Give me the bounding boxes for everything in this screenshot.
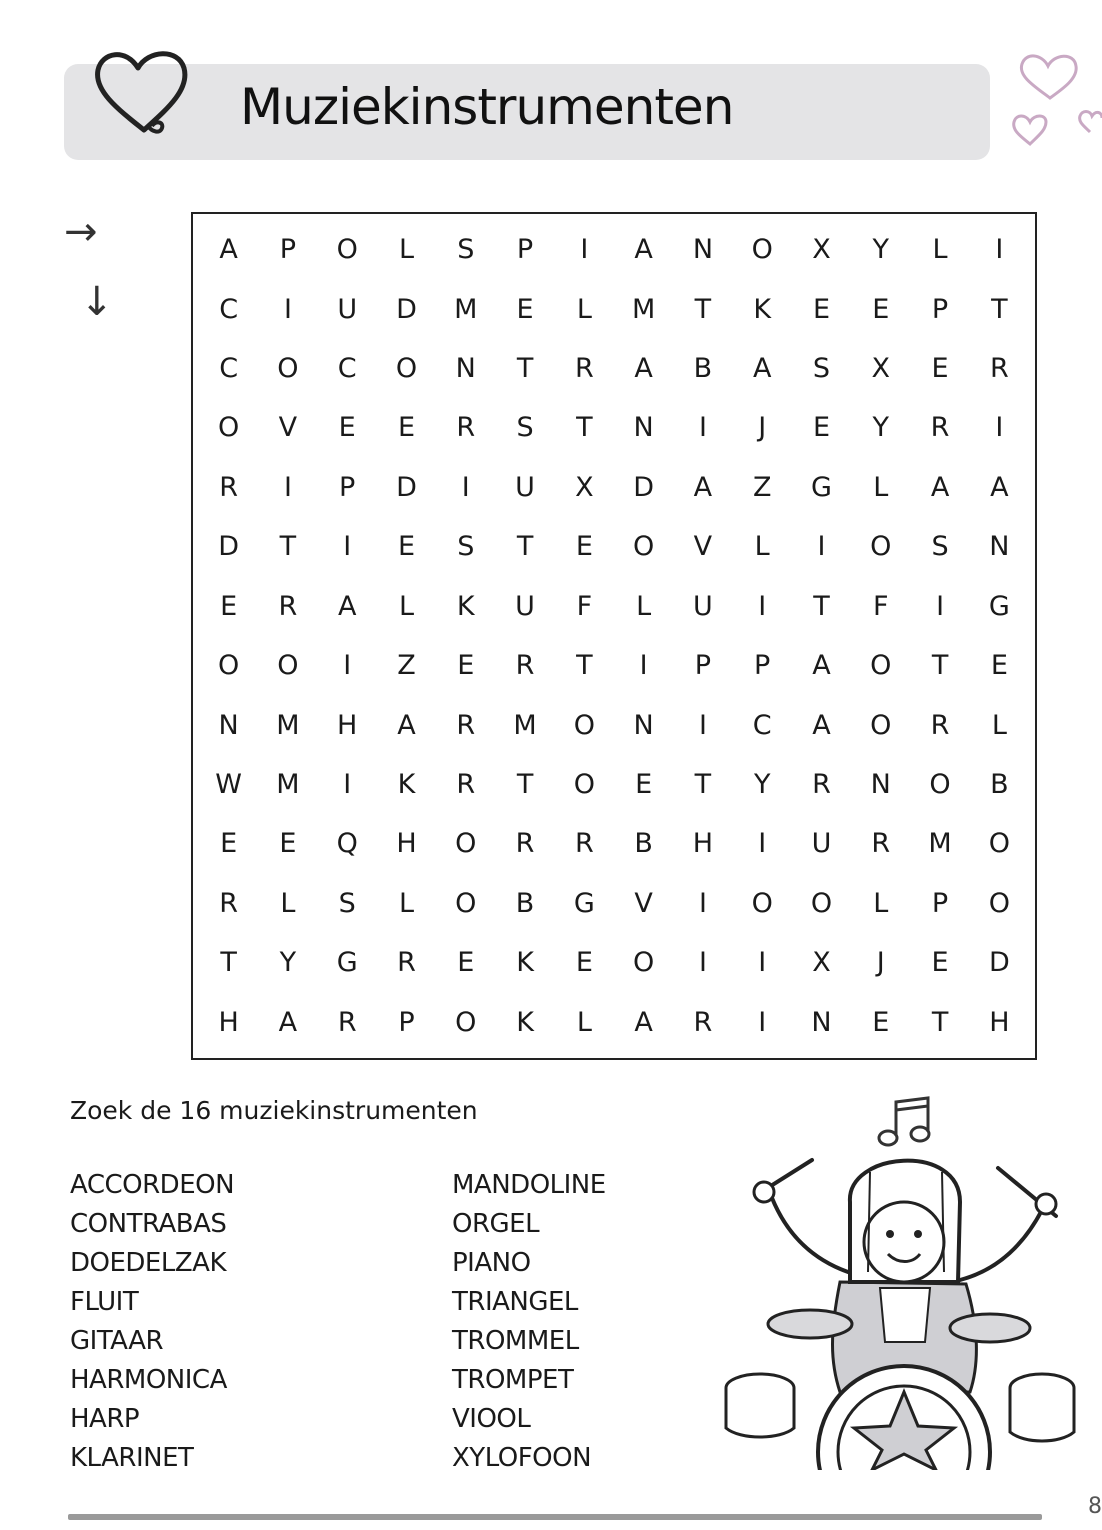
word-item: KLARINET [70, 1443, 194, 1473]
grid-letter: G [336, 947, 358, 979]
grid-letter: M [928, 828, 952, 860]
grid-letter: X [871, 353, 891, 385]
heart-outline-icon [86, 42, 198, 146]
grid-letter: I [698, 709, 707, 741]
grid-letter: A [752, 353, 772, 385]
grid-letter: O [336, 234, 358, 266]
grid-letter: S [516, 412, 534, 444]
grid-letter: E [931, 353, 949, 385]
grid-letter: V [278, 412, 298, 444]
grid-letter: I [758, 590, 767, 622]
word-item: CONTRABAS [70, 1209, 227, 1239]
grid-letter: E [575, 531, 593, 563]
grid-letter: B [693, 353, 713, 385]
word-item: MANDOLINE [452, 1170, 606, 1200]
grid-letter: A [634, 234, 653, 266]
grid-letter: E [990, 650, 1008, 682]
grid-letter: G [988, 590, 1010, 622]
grid-letter: L [636, 590, 652, 622]
grid-letter: O [455, 828, 477, 860]
grid-letter: X [575, 471, 594, 503]
grid-letter: N [218, 709, 239, 741]
grid-letter: O [751, 234, 773, 266]
grid-letter: Z [752, 471, 772, 503]
grid-letter: D [396, 293, 417, 325]
grid-letter: T [576, 412, 593, 444]
grid-letter: Y [279, 947, 297, 979]
grid-letter: I [758, 1006, 767, 1038]
word-item: GITAAR [70, 1326, 164, 1356]
grid-letter: O [751, 887, 773, 919]
grid-letter: T [576, 650, 593, 682]
grid-letter: O [573, 709, 595, 741]
grid-letter: U [515, 471, 535, 503]
grid-letter: A [930, 471, 950, 503]
word-item: ORGEL [452, 1209, 540, 1239]
grid-letter: N [455, 353, 476, 385]
grid-letter: L [873, 471, 889, 503]
word-list-left [70, 1166, 234, 1478]
grid-letter: N [811, 1006, 832, 1038]
grid-letter: L [398, 234, 415, 266]
grid-letter: G [573, 887, 595, 919]
grid-letter: A [812, 709, 831, 741]
grid-letter: E [812, 293, 831, 325]
grid-letter: R [337, 1006, 357, 1038]
grid-letter: L [991, 709, 1007, 741]
grid-letter: Y [753, 769, 771, 801]
grid-letter: Y [872, 234, 890, 266]
grid-letter: M [276, 709, 300, 741]
grid-letter: S [931, 531, 949, 563]
grid-letter: A [278, 1006, 298, 1038]
word-item: TROMPET [452, 1365, 574, 1395]
arrow-down-icon: ↓ [80, 279, 114, 325]
grid-letter: T [694, 769, 712, 801]
word-item: FLUIT [70, 1287, 139, 1317]
grid-letter: A [397, 709, 416, 741]
grid-letter: H [692, 828, 714, 860]
grid-letter: P [694, 650, 712, 682]
grid-letter: V [693, 531, 713, 563]
grid-letter: P [931, 887, 949, 919]
grid-letter: E [931, 947, 949, 979]
grid-letter: A [219, 234, 238, 266]
grid-letter: L [576, 1006, 592, 1038]
grid-letter: R [930, 709, 950, 741]
grid-letter: O [455, 887, 477, 919]
grid-letter: C [337, 353, 357, 385]
grid-letter: E [872, 1006, 890, 1038]
grid-letter: A [634, 1006, 653, 1038]
grid-letter: P [931, 293, 949, 325]
grid-letter: V [634, 887, 653, 919]
music-note-icon [879, 1098, 929, 1145]
grid-letter: R [574, 353, 594, 385]
grid-letter: D [218, 531, 240, 563]
grid-letter: I [283, 293, 292, 325]
grid-letter: I [698, 947, 707, 979]
grid-letter: G [811, 471, 832, 503]
grid-letter: R [219, 471, 239, 503]
grid-letter: B [990, 769, 1009, 801]
word-item: TRIANGEL [452, 1287, 578, 1317]
word-item: VIOOL [452, 1404, 531, 1434]
grid-letter: K [397, 769, 416, 801]
instruction-text: Zoek de 16 muziekinstrumenten [70, 1096, 478, 1125]
grid-letter: O [218, 650, 240, 682]
grid-letter: I [936, 590, 945, 622]
grid-letter: I [698, 887, 707, 919]
grid-letter: B [634, 828, 653, 860]
grid-letter: I [461, 471, 470, 503]
grid-letter: N [870, 769, 891, 801]
grid-letter: O [218, 412, 240, 444]
grid-letter: F [873, 590, 889, 622]
grid-letter: P [754, 650, 771, 682]
grid-letter: C [219, 353, 239, 385]
grid-letter: W [215, 769, 242, 801]
grid-letter: O [277, 650, 299, 682]
grid-letter: S [457, 234, 475, 266]
grid-letter: M [631, 293, 656, 325]
drummer-illustration [720, 1092, 1080, 1470]
grid-letter: K [456, 590, 475, 622]
page-number: 8 [1088, 1494, 1102, 1519]
grid-letter: O [870, 650, 892, 682]
grid-letter: S [338, 887, 356, 919]
grid-letter: O [810, 887, 833, 919]
grid-letter: P [279, 234, 297, 266]
grid-letter: R [456, 412, 476, 444]
grid-letter: E [575, 947, 593, 979]
grid-letter: L [754, 531, 770, 563]
grid-letter: B [515, 887, 535, 919]
word-item: DOEDELZAK [70, 1248, 226, 1278]
grid-letter: R [456, 769, 476, 801]
grid-letter: T [694, 293, 712, 325]
grid-letter: H [989, 1006, 1010, 1038]
grid-letter: J [876, 947, 885, 979]
grid-letter: A [812, 650, 831, 682]
grid-letter: R [989, 353, 1009, 385]
grid-letter: S [457, 531, 475, 563]
grid-letter: K [753, 293, 772, 325]
grid-letter: M [276, 769, 300, 801]
grid-letter: T [516, 353, 534, 385]
word-item: TROMMEL [452, 1326, 579, 1356]
grid-letter: E [338, 412, 356, 444]
grid-letter: A [990, 471, 1009, 503]
word-search-grid [191, 212, 1037, 1060]
grid-letter: D [988, 947, 1010, 979]
grid-letter: A [693, 471, 713, 503]
grid-letter: E [279, 828, 297, 860]
grid-letter: O [633, 531, 655, 563]
grid-letter: H [218, 1006, 239, 1038]
grid-letter: U [337, 293, 358, 325]
grid-letter: R [574, 828, 594, 860]
grid-letter: U [693, 590, 713, 622]
grid-letter: N [633, 412, 654, 444]
word-item: HARP [70, 1404, 140, 1434]
grid-letter: E [812, 412, 831, 444]
grid-letter: R [812, 769, 831, 801]
grid-letter: O [573, 769, 595, 801]
grid-letter: S [812, 353, 831, 385]
grid-letter: D [396, 471, 417, 503]
grid-letter: O [870, 531, 892, 563]
grid-letter: R [456, 709, 476, 741]
grid-letter: L [932, 234, 948, 266]
grid-letter: N [633, 709, 654, 741]
grid-letter: M [454, 293, 478, 325]
grid-letter: E [220, 590, 238, 622]
grid-letter: E [397, 531, 416, 563]
word-item: HARMONICA [70, 1365, 227, 1395]
grid-letter: R [930, 412, 950, 444]
grid-letter: R [515, 828, 535, 860]
grid-letter: Y [872, 412, 890, 444]
grid-letter: R [515, 650, 535, 682]
grid-letter: N [692, 234, 714, 266]
grid-letter: R [871, 828, 891, 860]
grid-letter: L [398, 887, 415, 919]
grid-letter: E [457, 947, 475, 979]
footer-rule [68, 1514, 1042, 1520]
grid-letter: C [219, 293, 239, 325]
word-item: ACCORDEON [70, 1170, 235, 1200]
grid-letter: F [576, 590, 593, 622]
grid-letter: O [988, 828, 1010, 860]
grid-letter: E [397, 412, 416, 444]
grid-letter: T [931, 1006, 949, 1038]
grid-letter: T [516, 531, 534, 563]
grid-letter: O [988, 887, 1010, 919]
grid-letter: J [758, 412, 767, 444]
word-list-right [452, 1166, 606, 1478]
word-item: XYLOFOON [452, 1443, 592, 1473]
grid-letter: I [817, 531, 826, 563]
grid-letter: X [812, 234, 831, 266]
grid-letter: H [337, 709, 358, 741]
grid-letter: O [633, 947, 655, 979]
grid-letter: T [813, 590, 830, 622]
grid-letter: E [872, 293, 890, 325]
grid-letter: M [513, 709, 537, 741]
grid-letter: R [693, 1006, 713, 1038]
grid-letter: I [758, 947, 767, 979]
grid-letter: C [752, 709, 772, 741]
grid-letter: I [343, 531, 352, 563]
grid-letter: R [278, 590, 298, 622]
grid-letter: R [219, 887, 239, 919]
grid-letter: X [812, 947, 831, 979]
grid-letter: A [634, 353, 653, 385]
grid-letter: E [635, 769, 653, 801]
grid-letter: P [516, 234, 534, 266]
word-item: PIANO [452, 1248, 531, 1278]
grid-letter: I [343, 650, 352, 682]
grid-letter: P [339, 471, 356, 503]
grid-letter: T [220, 947, 237, 979]
grid-letter: I [758, 828, 767, 860]
grid-letter: T [279, 531, 297, 563]
small-hearts-icon [1004, 48, 1102, 160]
grid-letter: R [397, 947, 416, 979]
grid-letter: O [870, 709, 892, 741]
grid-letter: E [220, 828, 238, 860]
grid-letter: U [515, 590, 535, 622]
grid-letter: L [398, 590, 415, 622]
grid-letter: O [455, 1006, 477, 1038]
page-title: Muziekinstrumenten [240, 78, 734, 136]
grid-letter: K [516, 1006, 534, 1038]
grid-letter: A [337, 590, 357, 622]
grid-letter: O [277, 353, 299, 385]
grid-letter: E [457, 650, 475, 682]
grid-letter: L [873, 887, 889, 919]
grid-letter: T [516, 769, 534, 801]
grid-letter: I [343, 769, 352, 801]
grid-letter: I [283, 471, 292, 503]
grid-letter: D [633, 471, 655, 503]
grid-letter: N [989, 531, 1010, 563]
grid-letter: T [991, 293, 1008, 325]
grid-letter: Z [397, 650, 416, 682]
grid-letter: K [516, 947, 534, 979]
grid-letter: E [516, 293, 534, 325]
grid-letter: T [931, 650, 949, 682]
grid-letter: I [995, 412, 1004, 444]
grid-letter: Q [336, 828, 358, 860]
grid-letter: O [929, 769, 951, 801]
grid-letter: L [576, 293, 592, 325]
grid-letter: I [698, 412, 707, 444]
grid-letter: I [995, 234, 1004, 266]
grid-letter: I [580, 234, 589, 266]
grid-letter: O [395, 353, 418, 385]
grid-letter: L [280, 887, 296, 919]
grid-letter: P [398, 1006, 415, 1038]
grid-letter: U [811, 828, 832, 860]
arrow-right-icon: → [64, 209, 98, 255]
grid-letter: H [396, 828, 417, 860]
grid-letter: I [639, 650, 648, 682]
